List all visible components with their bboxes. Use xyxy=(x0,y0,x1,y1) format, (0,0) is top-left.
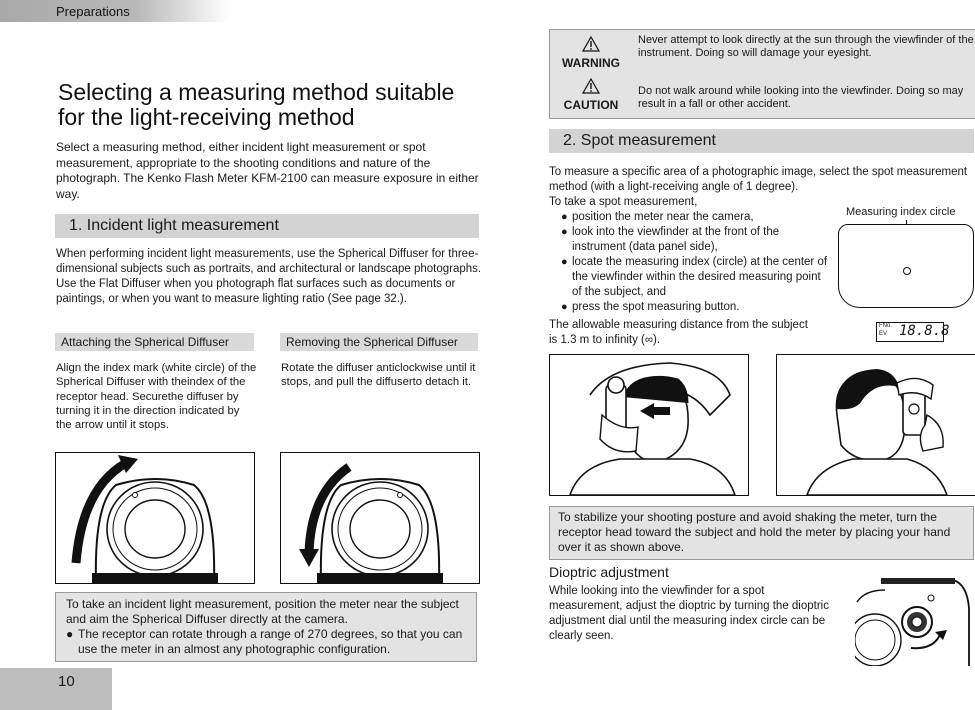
incident-note-text: To take an incident light measurement, position the meter near the subject and aim the Spherical Diffuser directly at the camera. xyxy=(66,597,459,626)
caution-text: Do not walk around while looking into the viewfinder. Doing so may result in a fall or other accident. xyxy=(638,85,964,110)
page-title-line2: for the light-receiving method xyxy=(58,104,355,130)
spot-distance: The allowable measuring distance from the subject is 1.3 m to infinity (∞). xyxy=(549,319,808,346)
caution-label: CAUTION xyxy=(563,98,619,112)
warning-label: WARNING xyxy=(562,56,620,70)
attach-text: Align the index mark (white circle) of the Spherical Diffuser with theindex of the receptor head. Securethe diffuser by turning it in the direction indicated by the arrow until it stops. xyxy=(56,362,257,432)
warning-triangle-icon xyxy=(582,36,600,52)
page-number: 10 xyxy=(58,673,75,690)
section1-body: When performing incident light measurements, use the Spherical Diffuser for three-dimensional subjects such as portraits, and architectural or landscape photographs. Use the Flat Diffuser when you photograph flat surfaces such as documents or paintings, or when you want to measure lighting ratio (See page 32.). xyxy=(56,248,482,305)
attach-diffuser-illustration xyxy=(55,452,255,584)
section-header xyxy=(0,0,230,22)
page-number-tab xyxy=(0,668,112,710)
spot-step: ● locate the measuring index (circle) at the center of the viewfinder within the desired measuring point of the subject, and xyxy=(561,255,829,300)
stabilize-note-text: To stabilize your shooting posture and avoid shaking the meter, turn the receptor head toward the subject and hold the meter by placing your hand over it as shown above. xyxy=(558,510,951,554)
stabilize-note-box xyxy=(549,506,974,560)
index-circle-label: Measuring index circle xyxy=(846,206,956,218)
section1-heading-bar xyxy=(55,214,479,238)
lcd-display xyxy=(876,322,950,342)
dioptric-heading: Dioptric adjustment xyxy=(549,564,669,580)
caution-triangle-icon xyxy=(582,78,600,94)
spot-measurement-person-side-illustration xyxy=(776,354,975,496)
person-front-drawing xyxy=(550,355,748,495)
measuring-index-circle xyxy=(903,267,911,275)
warning-label-cell xyxy=(550,30,632,74)
incident-note-box xyxy=(55,592,477,662)
remove-heading-bar xyxy=(280,333,478,351)
attach-heading-bar xyxy=(55,333,254,351)
warning-box xyxy=(549,29,975,119)
lcd-ev-label: EV xyxy=(879,331,888,337)
spot-steps-lead: To take a spot measurement, xyxy=(549,196,698,208)
lcd-fno-label: FNo. xyxy=(879,323,893,329)
dioptric-dial-illustration xyxy=(855,578,973,666)
dioptric-dial-drawing xyxy=(855,578,973,666)
section-header-label: Preparations xyxy=(56,4,130,19)
lcd-digits: 18.8.8 xyxy=(899,323,950,339)
person-side-drawing xyxy=(777,355,975,495)
intro-paragraph: Select a measuring method, either incident light measurement or spot measurement, appropriate to the shooting conditions and nature of the photograph. The Kenko Flash Meter KFM-2100 can measure exposure in either way. xyxy=(56,140,479,201)
section2-heading: 2. Spot measurement xyxy=(563,132,716,149)
section1-heading: 1. Incident light measurement xyxy=(69,217,279,234)
diffuser-clockwise-drawing xyxy=(56,453,254,583)
spot-measurement-person-front-illustration xyxy=(549,354,749,496)
spot-step: ● position the meter near the camera, xyxy=(561,210,829,225)
viewfinder-view xyxy=(838,224,974,308)
spot-intro: To measure a specific area of a photographic image, select the spot measurement method (with a light-receiving angle of 1 degree). xyxy=(549,166,968,193)
warning-text: Never attempt to look directly at the sun through the viewfinder of the instrument. Doing so will damage your eyesight. xyxy=(638,34,974,59)
remove-text: Rotate the diffuser anticlockwise until it stops, and pull the diffuserto detach it. xyxy=(281,362,476,389)
section2-heading-bar xyxy=(549,129,974,153)
spot-step: ● look into the viewfinder at the front of the instrument (data panel side), xyxy=(561,225,829,255)
remove-heading: Removing the Spherical Diffuser xyxy=(286,335,458,349)
page-title xyxy=(58,80,498,130)
spot-steps-list xyxy=(561,210,829,315)
caution-label-cell xyxy=(550,76,632,116)
attach-heading: Attaching the Spherical Diffuser xyxy=(61,335,229,349)
page-title-line1: Selecting a measuring method suitable xyxy=(58,79,455,105)
spot-step: ● press the spot measuring button. xyxy=(561,300,829,315)
diffuser-anticlockwise-drawing xyxy=(281,453,479,583)
dioptric-text: While looking into the viewfinder for a spot measurement, adjust the dioptric by turning the dioptric adjustment dial until the measuring index circle can be clearly seen. xyxy=(549,585,829,642)
remove-diffuser-illustration xyxy=(280,452,480,584)
incident-note-bullet: ● The receptor can rotate through a range of 270 degrees, so that you can use the meter in an almost any photographic configuration. xyxy=(66,627,476,657)
